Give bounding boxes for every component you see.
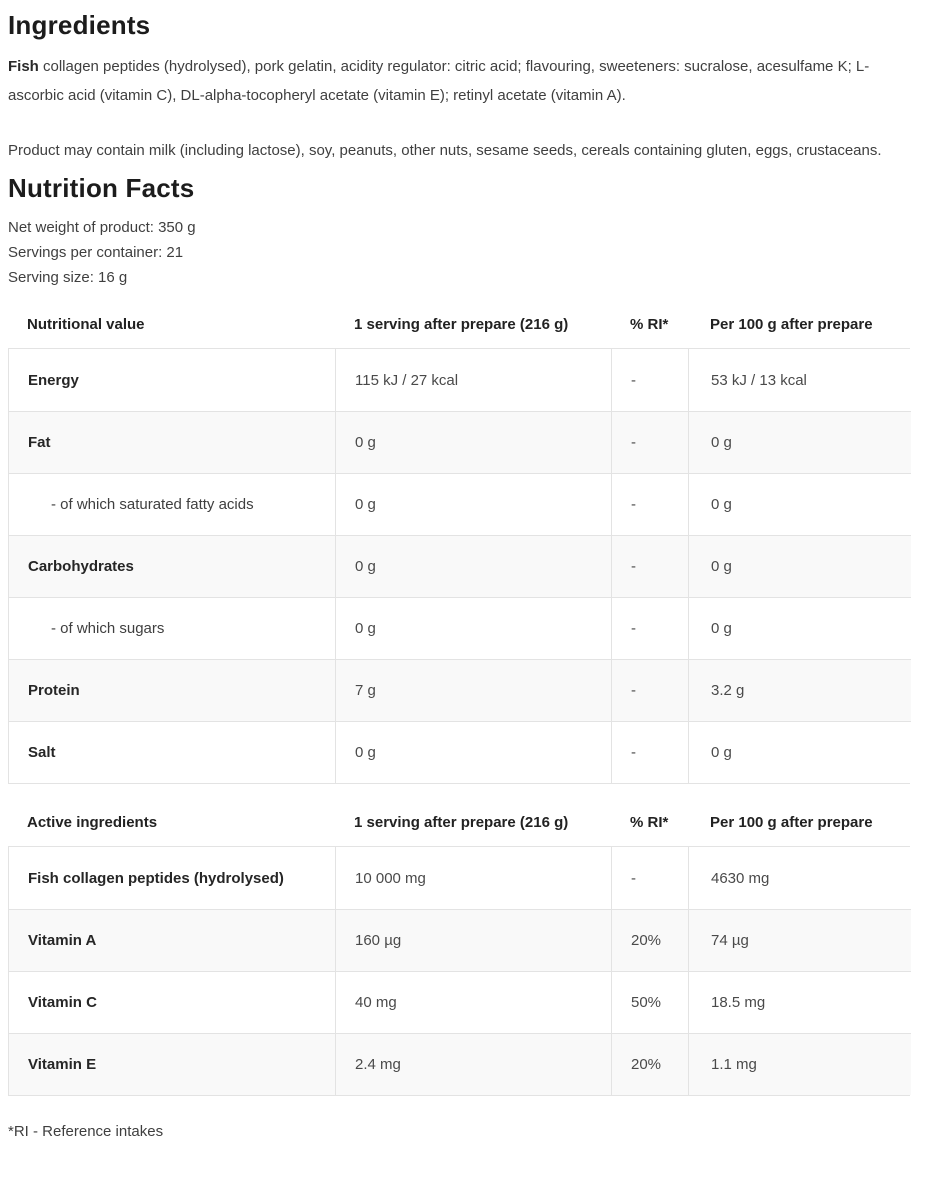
row-per100-value: 18.5 mg bbox=[711, 994, 766, 1011]
header-per-100g: Per 100 g after prepare bbox=[710, 813, 873, 831]
row-per100-value: 0 g bbox=[711, 620, 732, 637]
row-label: Salt bbox=[9, 722, 336, 783]
table-row-energy bbox=[9, 349, 911, 411]
row-per100-value: 1.1 mg bbox=[711, 1056, 757, 1073]
row-ri-value: - bbox=[612, 660, 689, 721]
row-per100-value: 3.2 g bbox=[711, 682, 745, 699]
row-label: Fat bbox=[9, 412, 336, 473]
table-row-vitamin-a bbox=[9, 909, 911, 971]
table-row-fat bbox=[9, 411, 911, 473]
header-serving: 1 serving after prepare (216 g) bbox=[354, 813, 569, 831]
row-per100-value: 53 kJ / 13 kcal bbox=[711, 371, 807, 389]
row-serving-value: 40 mg bbox=[336, 972, 612, 1033]
table-row-saturated-fat bbox=[9, 473, 911, 535]
row-serving-value: 0 g bbox=[336, 412, 612, 473]
nutrition-table bbox=[8, 348, 910, 784]
row-ri-value: - bbox=[612, 474, 689, 535]
row-ri-value: - bbox=[612, 349, 689, 411]
row-serving-value: 160 µg bbox=[336, 910, 612, 971]
active-ingredients-table-header bbox=[8, 798, 910, 846]
row-label: - of which saturated fatty acids bbox=[9, 474, 336, 535]
row-per100-value: 4630 mg bbox=[711, 869, 770, 887]
row-serving-value: 7 g bbox=[336, 660, 612, 721]
table-row-vitamin-c bbox=[9, 971, 911, 1033]
ingredients-bold-lead: Fish bbox=[8, 58, 39, 75]
header-nutritional-value: Nutritional value bbox=[27, 315, 145, 333]
row-serving-value: 0 g bbox=[336, 474, 612, 535]
nutrition-facts-heading: Nutrition Facts bbox=[8, 173, 195, 203]
header-per-100g: Per 100 g after prepare bbox=[710, 315, 873, 333]
row-label: Fish collagen peptides (hydrolysed) bbox=[9, 847, 336, 909]
ri-footnote: *RI - Reference intakes bbox=[8, 1123, 164, 1140]
row-label: Vitamin A bbox=[9, 910, 336, 971]
row-serving-value: 2.4 mg bbox=[336, 1034, 612, 1095]
row-label: Protein bbox=[9, 660, 336, 721]
row-label: Vitamin C bbox=[9, 972, 336, 1033]
header-serving: 1 serving after prepare (216 g) bbox=[354, 315, 569, 333]
row-label: Vitamin E bbox=[9, 1034, 336, 1095]
row-serving-value: 0 g bbox=[336, 536, 612, 597]
serving-size-text: Serving size: 16 g bbox=[8, 269, 128, 286]
table-row-salt bbox=[9, 721, 911, 783]
table-row-carbohydrates bbox=[9, 535, 911, 597]
row-per100-value: 0 g bbox=[711, 496, 732, 513]
active-ingredients-table bbox=[8, 846, 910, 1096]
row-ri-value: - bbox=[612, 722, 689, 783]
ingredients-text-rest: collagen peptides (hydrolysed), pork gelatin, acidity regulator: citric acid; flavouring, sweeteners: sucralose, acesulfame K; L-ascorbic acid (vitamin C), DL-alpha-tocopheryl acetate (vitamin E); retinyl acetate (vitamin A). bbox=[8, 58, 870, 104]
table-row-collagen bbox=[9, 847, 911, 909]
allergen-text: Product may contain milk (including lactose), soy, peanuts, other nuts, sesame seeds, cereals containing gluten, eggs, crustaceans. bbox=[8, 142, 882, 159]
row-serving-value: 10 000 mg bbox=[336, 847, 612, 909]
row-label: - of which sugars bbox=[9, 598, 336, 659]
row-ri-value: - bbox=[612, 536, 689, 597]
nutrition-table-header bbox=[8, 300, 910, 348]
row-ri-value: - bbox=[612, 847, 689, 909]
row-per100-value: 0 g bbox=[711, 744, 732, 761]
row-serving-value: 115 kJ / 27 kcal bbox=[336, 349, 612, 411]
header-ri: % RI* bbox=[630, 813, 669, 831]
row-label: Carbohydrates bbox=[9, 536, 336, 597]
row-per100-value: 74 µg bbox=[711, 932, 749, 949]
row-per100-value: 0 g bbox=[711, 434, 732, 451]
ingredients-text bbox=[8, 52, 910, 110]
row-ri-value: 50% bbox=[612, 972, 689, 1033]
row-per100-value: 0 g bbox=[711, 558, 732, 575]
table-row-sugars bbox=[9, 597, 911, 659]
row-serving-value: 0 g bbox=[336, 722, 612, 783]
table-row-protein bbox=[9, 659, 911, 721]
header-ri: % RI* bbox=[630, 315, 669, 333]
row-label: Energy bbox=[9, 349, 336, 411]
row-ri-value: 20% bbox=[612, 1034, 689, 1095]
net-weight-text: Net weight of product: 350 g bbox=[8, 219, 196, 236]
table-row-vitamin-e bbox=[9, 1033, 911, 1095]
row-ri-value: - bbox=[612, 412, 689, 473]
servings-per-container-text: Servings per container: 21 bbox=[8, 244, 184, 261]
row-ri-value: 20% bbox=[612, 910, 689, 971]
serving-info bbox=[8, 215, 910, 290]
row-ri-value: - bbox=[612, 598, 689, 659]
header-active-ingredients: Active ingredients bbox=[27, 813, 158, 831]
row-serving-value: 0 g bbox=[336, 598, 612, 659]
ingredients-heading: Ingredients bbox=[8, 10, 151, 40]
